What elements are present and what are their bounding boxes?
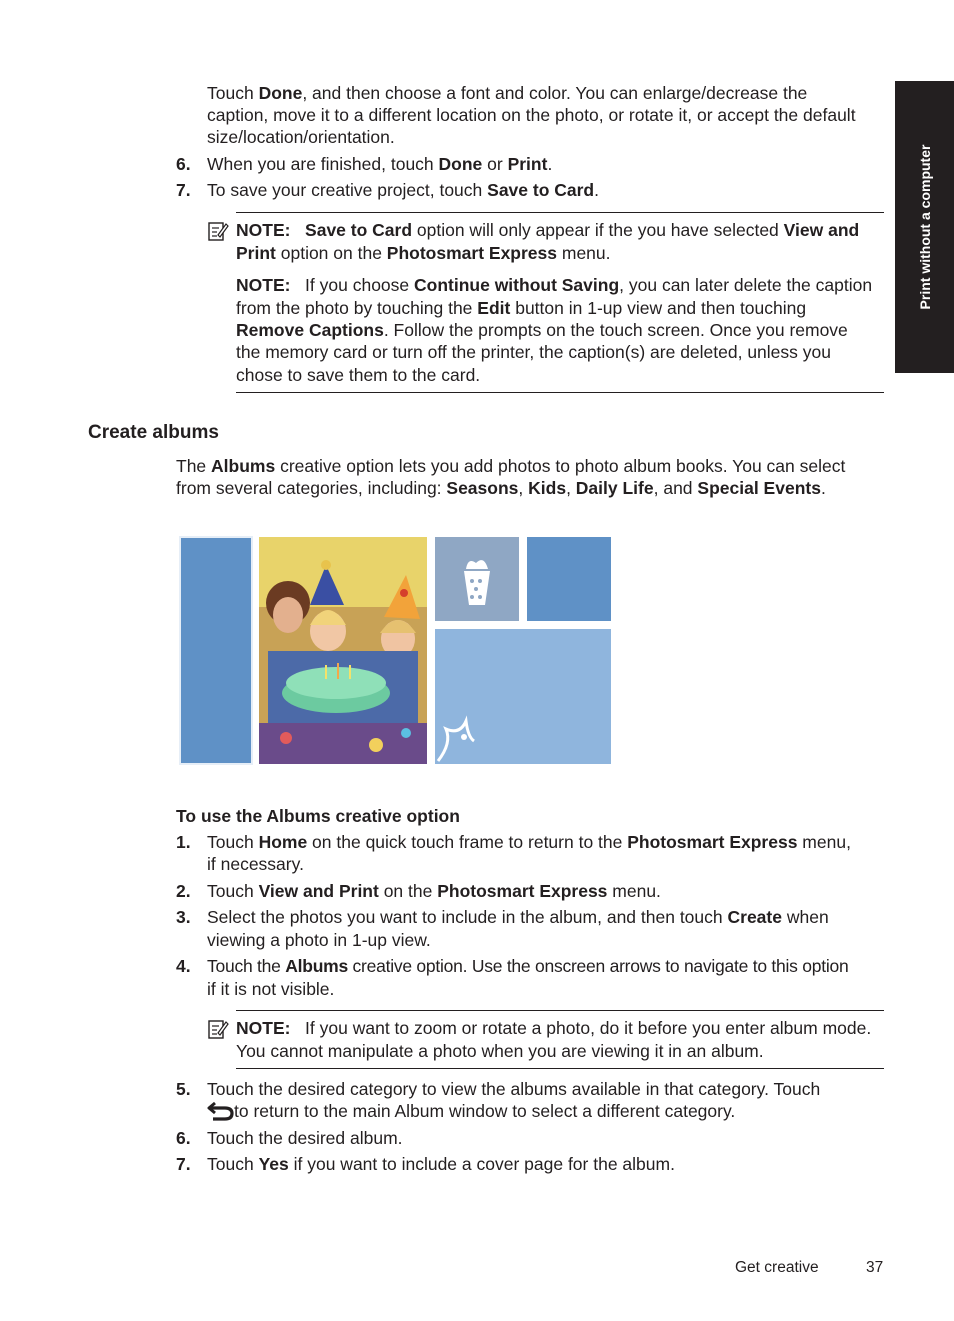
section-intro-line-1: The Albums creative option lets you add photos to photo album books. You can select [176,456,846,476]
note-bottom-rule [236,1068,884,1069]
album-top-middle-panel [435,537,519,621]
note-top-rule [236,212,884,213]
note-2-line-3: Remove Captions. Follow the prompts on the touch screen. Once you remove [236,320,848,340]
back-arrow-icon [207,1101,235,1121]
step-number: 1. [176,832,191,852]
footer-section: Get creative [735,1259,819,1276]
album-illustration [176,533,616,769]
intro-line-1: Touch Done, and then choose a font and color. You can enlarge/decrease the [207,83,808,103]
step-number: 7. [176,1154,191,1174]
album-left-panel [180,537,252,764]
step-number: 7. [176,180,191,200]
step-number: 4. [176,956,191,976]
side-tab [895,81,954,373]
step-text: Touch View and Print on the Photosmart Express menu. [207,881,661,901]
step-number: 2. [176,881,191,901]
note-bottom-rule [236,392,884,393]
note-2-line-1: NOTE: If you choose Continue without Saving, you can later delete the caption [236,275,873,295]
note-top-rule [236,1010,884,1011]
step-text: Touch Home on the quick touch frame to return to the Photosmart Express menu, [207,832,851,852]
album-bottom-right-panel [435,629,611,764]
step-number: 6. [176,154,191,174]
note-3-line-2: You cannot manipulate a photo when you are viewing it in an album. [236,1041,764,1061]
section-intro-line-2: from several categories, including: Seasons, Kids, Daily Life, and Special Events. [176,478,826,498]
note-3-line-1: NOTE: If you want to zoom or rotate a photo, do it before you enter album mode. [236,1018,872,1038]
note-1-line-1: NOTE: Save to Card option will only appear if the you have selected View and [236,220,860,240]
step-text: Touch the Albums creative option. Use the onscreen arrows to navigate to this option [207,956,849,976]
page-number: 37 [866,1259,884,1276]
note-1-line-2: Print option on the Photosmart Express menu. [236,243,611,263]
note-2-line-4: the memory card or turn off the printer, the caption(s) are deleted, unless you [236,342,831,362]
step-number: 3. [176,907,191,927]
step-text: Touch the desired album. [207,1128,403,1148]
step-text: viewing a photo in 1-up view. [207,930,431,950]
album-top-right-panel [527,537,611,621]
note-2-line-2: from the photo by touching the Edit button in 1-up view and then touching [236,298,807,318]
step-number: 6. [176,1128,191,1148]
step-text: to return to the main Album window to select a different category. [234,1101,736,1121]
side-tab-label: Print without a computer [916,144,933,310]
birthday-photo [259,537,427,764]
step-text: if necessary. [207,854,304,874]
intro-line-3: size/location/orientation. [207,127,395,147]
step-text: Touch the desired category to view the albums available in that category. Touch [207,1079,821,1099]
step-text: if it is not visible. [207,979,335,999]
procedure-title: To use the Albums creative option [176,806,460,826]
note-icon [207,220,229,242]
section-title: Create albums [88,422,219,443]
step-text: When you are finished, touch Done or Print. [207,154,553,174]
note-icon [207,1018,229,1040]
step-number: 5. [176,1079,191,1099]
intro-line-2: caption, move it to a different location on the photo, or rotate it, or accept the default [207,105,856,125]
step-text: To save your creative project, touch Save to Card. [207,180,599,200]
step-text: Touch Yes if you want to include a cover page for the album. [207,1154,675,1174]
note-2-line-5: chose to save them to the card. [236,365,481,385]
step-text: Select the photos you want to include in the album, and then touch Create when [207,907,829,927]
